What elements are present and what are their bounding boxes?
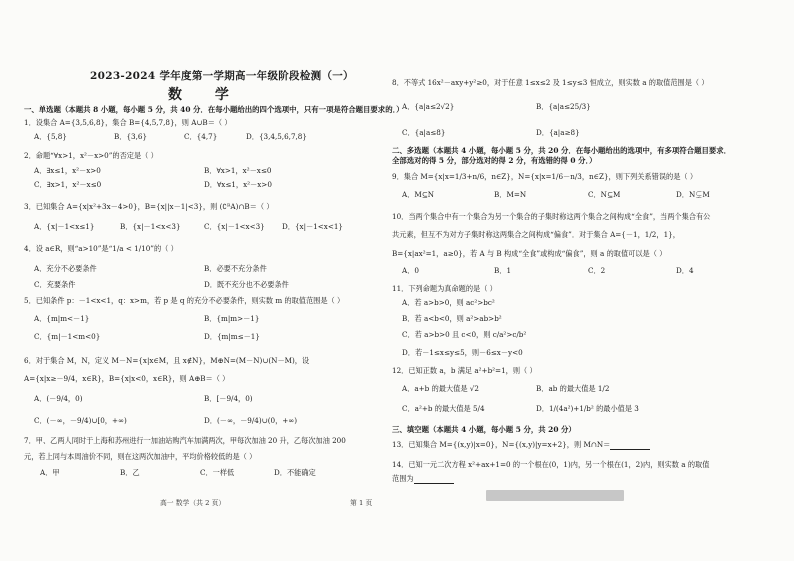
question-2: 2．命题“∀x>1，x²－x>0”的否定是（ ） <box>24 151 158 160</box>
q9-option-b: B．M=N <box>494 190 527 199</box>
q5-option-d: D．{m|m≤－1} <box>204 332 260 341</box>
q1-option-c: C．{4,7} <box>184 132 218 141</box>
q14-answer-blank[interactable] <box>414 476 454 484</box>
redaction-bar <box>486 490 624 501</box>
q4-option-b: B．必要不充分条件 <box>204 264 267 273</box>
q1-option-b: B．{3,6} <box>114 132 148 141</box>
q1-option-d: D．{3,4,5,6,7,8} <box>246 132 307 141</box>
question-10-line-1: 10．当两个集合中有一个集合为另一个集合的子集时称这两个集合之间构成“全食”，当两个集合有公 <box>392 212 711 221</box>
question-7-line-1: 7．甲、乙两人同时于上海和苏州进行一加油站购汽车加满两次，甲每次加油 20 升，乙每次加油 200 <box>24 436 346 445</box>
q8-option-d: D．{a|a≥8} <box>536 128 580 137</box>
q2-option-b: B．∀x>1，x²－x≤0 <box>204 166 272 175</box>
q1-option-a: A．{5,8} <box>34 132 67 141</box>
q7-option-c: C．一样低 <box>200 468 235 477</box>
q2-option-d: D．∀x≤1，x²－x>0 <box>204 180 272 189</box>
footer-right: 第 1 页 <box>350 499 373 507</box>
q7-option-d: D．不能确定 <box>274 468 316 477</box>
q8-option-c: C．{a|a≤8} <box>402 128 446 137</box>
question-7-line-2: 元，若上同与本周油价不同，则在这两次加油中，平均价格较低的是（ ） <box>24 452 257 461</box>
exam-title: 2023-2024 学年度第一学期高一年级阶段检测（一） <box>90 70 354 82</box>
question-4: 4．设 a∈R，则“a>10”是“1/a < 1/10”的（ ） <box>24 244 178 253</box>
q10-option-a: A．0 <box>402 266 419 275</box>
question-6-line-2: A={x|x≥－9/4，x∈R}，B={x|x<0，x∈R}，则 A⊕B＝（ ） <box>24 374 230 383</box>
question-8: 8．不等式 16x²－axy+y²≥0，对于任意 1≤x≤2 及 1≤y≤3 恒成立，则实数 a 的取值范围是（ ） <box>392 78 709 87</box>
q12-option-a: A．a+b 的最大值是 √2 <box>402 384 479 393</box>
q10-option-d: D．4 <box>676 266 694 275</box>
question-14-line-1: 14．已知一元二次方程 x²+ax+1=0 的一个根在(0，1)内，另一个根在(1，2)内，则实数 a 的取值 <box>392 460 710 469</box>
section-1-heading: 一、单选题（本题共 8 小题，每小题 5 分，共 40 分．在每小题给出的四个选项中，只有一项是符合题目要求的．） <box>24 105 404 114</box>
question-14-line-2 <box>392 474 454 484</box>
q12-option-d: D．1/(4a²)+1/b² 的最小值是 3 <box>536 404 639 413</box>
question-10-line-3: B={x|ax²=1，a≥0}，若 A 与 B 构成“全食”或构成“偏食”，则 a 的取值可以是（ ） <box>392 249 667 258</box>
q11-option-c: C．若 a>b>0 且 c<0，则 c/a²>c/b² <box>402 330 527 339</box>
q6-option-b: B．[－9/4，0) <box>204 394 253 403</box>
q7-option-a: A．甲 <box>40 468 60 477</box>
section-3-heading: 三、填空题（本题共 4 小题，每小题 5 分，共 20 分） <box>392 425 576 434</box>
q12-option-b: B．ab 的最大值是 1/2 <box>536 384 610 393</box>
q2-option-a: A．∃x≤1，x²－x>0 <box>34 166 101 175</box>
q6-option-d: D．(－∞，－9/4)∪(0，+∞) <box>204 416 298 425</box>
subject-title: 数 学 <box>168 87 243 103</box>
q5-option-a: A．{m|m<－1} <box>34 314 90 323</box>
q11-option-b: B．若 a<b<0，则 a²>ab>b² <box>402 314 502 323</box>
question-5: 5．已知条件 p：－1<x<1，q：x>m，若 p 是 q 的充分不必要条件，则实数 m 的取值范围是（ ） <box>24 296 345 305</box>
q6-option-c: C．(－∞，－9/4)∪[0，+∞) <box>34 416 127 425</box>
q7-option-b: B．乙 <box>120 468 140 477</box>
question-6-line-1: 6．对于集合 M，N，定义 M－N={x|x∈M，且 x∉N}，M⊕N=(M－N)∪(N－M)，设 <box>24 356 310 365</box>
q3-option-b: B．{x|－1<x<3} <box>120 222 181 231</box>
q6-option-a: A．(－9/4，0) <box>34 394 83 403</box>
question-13 <box>392 440 650 450</box>
q9-option-a: A．M⊆N <box>402 190 435 199</box>
q9-option-c: C．N⊆M <box>588 190 621 199</box>
question-13-stem: 13．已知集合 M={(x,y)|x=0}，N={(x,y)|y=x+2}，则 M∩N＝ <box>392 440 611 449</box>
question-12: 12．已知正数 a，b 满足 a²+b²=1，则（ ） <box>392 366 537 375</box>
q13-answer-blank[interactable] <box>610 442 650 450</box>
section-2-heading-line-1: 二、多选题（本题共 4 小题，每小题 5 分，共 20 分．在每小题给出的选项中，有多项符合题目要求． <box>392 146 732 155</box>
q4-option-d: D．既不充分也不必要条件 <box>204 280 289 289</box>
question-10-line-2: 共元素，但互不为对方子集时称这两集合之间构成“偏食”．对于集合 A={－1，1/2，1}， <box>392 230 680 239</box>
q4-option-a: A．充分不必要条件 <box>34 264 97 273</box>
q9-option-d: D．N⊊M <box>676 190 710 199</box>
question-14-line-2-text: 范围为 <box>392 474 414 483</box>
question-11: 11．下列命题为真命题的是（ ） <box>392 284 497 293</box>
section-2-heading-line-2: 全部选对的得 5 分，部分选对的得 2 分，有选错的得 0 分．） <box>392 156 597 165</box>
question-1: 1．设集合 A={3,5,6,8}，集合 B={4,5,7,8}，则 A∪B＝（ ） <box>24 118 232 127</box>
q10-option-b: B．1 <box>494 266 512 275</box>
q3-option-a: A．{x|－1<x≤1} <box>34 222 95 231</box>
question-3: 3．已知集合 A={x|x²+3x－4>0}，B={x||x－1|<3}，则 (∁ᴿA)∩B＝（ ） <box>24 202 274 211</box>
q5-option-c: C．{m|－1<m<0} <box>34 332 101 341</box>
footer-left: 高一 数学（共 2 页） <box>160 499 226 507</box>
q11-option-d: D．若－1≤x≤y≤5，则－6≤x－y<0 <box>402 348 523 357</box>
q8-option-a: A．{a|a≤2√2} <box>402 102 455 111</box>
q11-option-a: A．若 a>b>0，则 ac²>bc² <box>402 298 495 307</box>
q10-option-c: C．2 <box>588 266 606 275</box>
q3-option-d: D．{x|－1<x<1} <box>282 222 344 231</box>
q12-option-c: C．a²+b 的最大值是 5/4 <box>402 404 485 413</box>
q3-option-c: C．{x|－1<x<3} <box>204 222 265 231</box>
q2-option-c: C．∃x>1，x²－x≤0 <box>34 180 102 189</box>
q5-option-b: B．{m|m>－1} <box>204 314 260 323</box>
q4-option-c: C．充要条件 <box>34 280 76 289</box>
q8-option-b: B．{a|a≤25/3} <box>536 102 591 111</box>
question-9: 9．集合 M={x|x=1/3+n/6，n∈Z}，N={x|x=1/6－n/3，n∈Z}，则下列关系错误的是（ ） <box>392 172 698 181</box>
